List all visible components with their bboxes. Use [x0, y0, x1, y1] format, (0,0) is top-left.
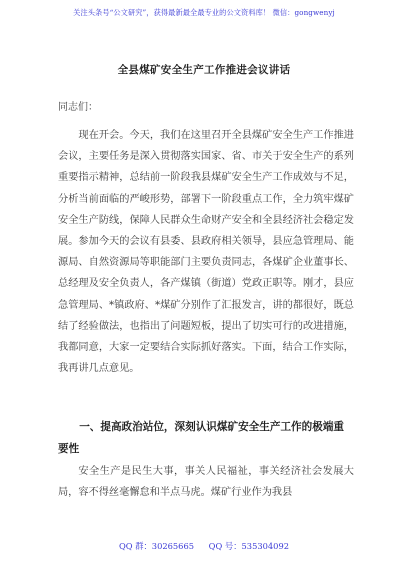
section-heading: 一、提高政治站位，深刻认识煤矿安全生产工作的极端重要性: [58, 421, 345, 455]
footer-contact: [0, 540, 408, 552]
salutation: 同志们：: [58, 102, 98, 113]
qq-number-text: QQ 号：535304092: [208, 541, 290, 551]
body-paragraph: 安全生产是民生大事，事关人民福祉，事关经济社会发展大局，容不得丝毫懈怠和半点马虎。煤矿行业作为我县: [58, 466, 354, 499]
qq-group-text: QQ 群：30265665: [118, 541, 195, 551]
body-paragraph: 现在开会。今天，我们在这里召开全县煤矿安全生产工作推进会议，主要任务是深入贯彻落实国家、省、市关于安全生产的系列重要指示精神，总结前一阶段我县煤矿安全生产工作成效与不足，分析当前面临的严峻形势，部署下一阶段重点工作，全力筑牢煤矿安全生产防线，保障人民群众生命财产安全和全县经济社会稳定发展。参加今天的会议有县委、县政府相关领导，县应急管理局、能源局、自然资源局等职能部门主要负责同志，各煤矿企业董事长、总经理及安全负责人，各产煤镇（街道）党政正职等。刚才，县应急管理局、*镇政府、*煤矿分别作了汇报发言，讲的都很好，既总结了经验做法，也指出了问题短板，提出了切实可行的改进措施，我都同意，大家一定要结合实际抓好落实。下面，结合工作实际，我再讲几点意见。: [58, 130, 354, 375]
document-title: 全县煤矿安全生产工作推进会议讲话: [117, 64, 291, 76]
header-banner: 关注头条号“公文研究”，获得最新最全最专业的公文资料库！ 微信：gongwenyj: [73, 8, 335, 17]
